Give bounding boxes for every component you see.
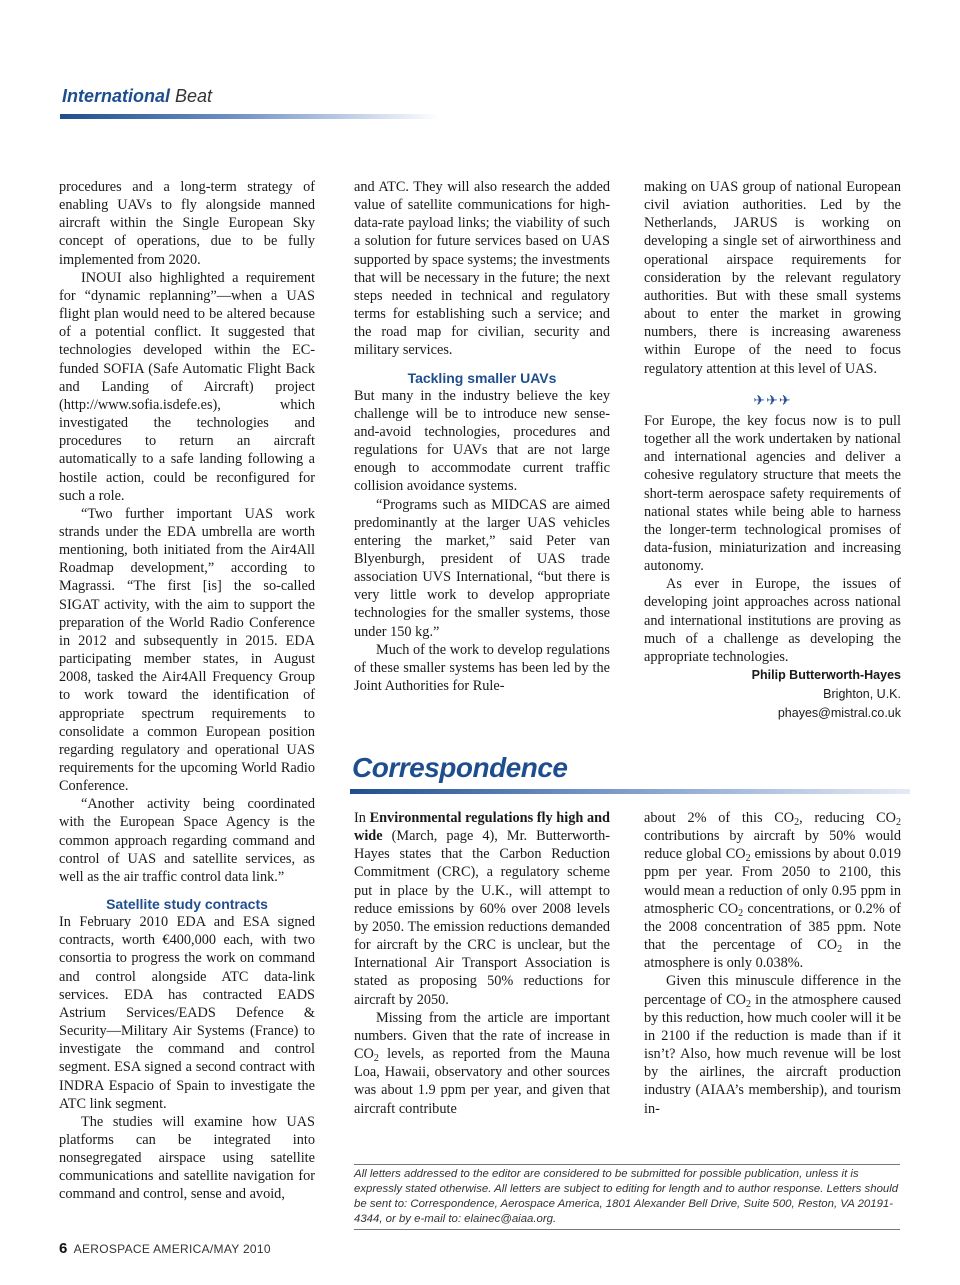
paragraph: In Environmental regulations fly high and wide (March, page 4), Mr. Butterworth-Hayes states that the Carbon Reduction Commitment (CRC), a regulatory scheme put in place by the U.K., will attempt to reduce emissions by 60% over 2008 levels by 2050. The emission reductions demanded for aircraft by the CRC is unclear, but the International Air Transport Association is stated as proposing 50% reductions for aircraft by 2050. <box>354 810 611 1008</box>
paragraph: In February 2010 EDA and ESA signed contracts, worth €400,000 each, with two consortia to progress the work on command and control alongside ATC data-link services. EDA has contracted EADS Astrium Services/EADS Defence & Security—Military Air Systems (France) to investigate the command and control segment. ESA signed a second contract with INDRA Espacio of Spain to investigate the ATC link segment. <box>59 914 315 1112</box>
correspondence-rule <box>350 789 910 794</box>
article-column-1 <box>59 178 315 1204</box>
paragraph: making on UAS group of national European civil aviation authorities. Led by the Netherlands, JARUS is working on developing a single set of airworthiness and operational airspace requirements for consideration by the relevant regulatory authorities. But with these small systems about to enter the market in growing numbers, there is increasing awareness within Europe of the need to focus regulatory attention at this level of UAS. <box>644 179 901 377</box>
article-column-2 <box>354 178 610 695</box>
paragraph: procedures and a long-term strategy of enabling UAVs to fly alongside manned aircraft within the Single European Sky concept of operations, due to be fully implemented from 2020. <box>59 179 315 268</box>
paragraph: about 2% of this $CO_2$, reducing $CO_2$ contributions by aircraft by 50% would reduce global $CO_2$ emissions by about 0.019 ppm per year. From 2050 to 2100, this would mean a reduction of only 0.95 ppm in atmospheric $CO_2$ concentrations, or 0.2% of the 2008 concentration of 385 ppm. Note that the percentage of $CO_2$ in the atmosphere is only 0.038%. <box>644 810 901 972</box>
letter-column-1 <box>354 809 610 1118</box>
section-title-bold: International <box>62 86 171 106</box>
paragraph: But many in the industry believe the key challenge will be to introduce new sense-and-avoid technologies, procedures and regulations for UAVs that are not large enough to accommodate current traffic collision avoidance systems. <box>354 387 610 495</box>
publication-name: AEROSPACE AMERICA/MAY 2010 <box>73 1242 271 1256</box>
page-footer <box>59 1240 271 1257</box>
author-location: Brighton, U.K. <box>823 687 901 702</box>
paragraph: Much of the work to develop regulations of these smaller systems has been led by the Joint Authorities for Rule- <box>354 641 610 695</box>
paragraph: As ever in Europe, the issues of developing joint approaches across national and international institutions are proving as much of a challenge as developing the appropriate technologies. <box>644 576 901 665</box>
correspondence-title: Correspondence <box>352 752 568 783</box>
section-header <box>62 86 212 107</box>
letter-column-2 <box>644 809 901 1118</box>
paragraph: INOUI also highlighted a requirement for “dynamic replanning”—when a UAS flight plan would need to be altered because of a potential conflict. It suggested that technologies developed within the EC-funded SOFIA (Safe Automatic Flight Back and Landing of Aircraft) project (http://www.sofia.isdefe.es), which investigated the technologies and procedures to return an aircraft automatically to a safe landing following a hostile action, could be reconfigured for such a role. <box>59 269 315 504</box>
header-rule <box>60 114 440 119</box>
paragraph: “Another activity being coordinated with the European Space Agency is the common approach regarding command and control of UAS and satellite services, as well as the air traffic control data link.” <box>59 796 315 885</box>
paragraph: “Two further important UAS work strands under the EDA umbrella are worth mentioning, both initiated from the Air4All Roadmap development,” according to Magrassi. “The first [is] the so-called SIGAT activity, with the aim to support the preparation of the World Radio Conference in 2012 and subsequently in 2015. EDA participating member states, in August 2008, tasked the Air4All Frequency Group to work toward the identification of appropriate spectrum requirements to consolidate a common European position regarding regulatory and operational UAS requirements for the upcoming World Radio Conference. <box>59 505 315 795</box>
letters-notice: All letters addressed to the editor are considered to be submitted for possible publication, unless it is expressly stated otherwise. All letters are subject to editing for length and to author response. Letters should be sent to: Correspondence, Aerospace America, 1801 Alexander Bell Drive, Suite 500, Reston, VA 20191-4344, or by e-mail to: elainec@aiaa.org. <box>354 1164 900 1230</box>
page-number: 6 <box>59 1240 68 1257</box>
section-title-light: Beat <box>175 86 213 106</box>
paragraph: “Programs such as MIDCAS are aimed predominantly at the larger UAS vehicles entering the market,” said Peter van Blyenburgh, president of UAS trade association UVS International, “but there is very little work to develop appropriate technologies for the smaller systems, those under 150 kg.” <box>354 496 610 640</box>
paragraph: For Europe, the key focus now is to pull together all the work undertaken by national and international agencies and deliver a cohesive regulatory structure that meets the short-term aerospace safety requirements of national states while being able to harness the longer-term technological promises of data-fusion, miniaturization and increasing autonomy. <box>644 412 901 575</box>
article-column-3 <box>644 178 901 723</box>
paragraph: Given this minuscule difference in the percentage of $CO_2$ in the atmosphere caused by this reduction, how much cooler will it be in 2100 if the reduction is made than if it isn’t? Also, how much revenue will be lost by the airlines, the aircraft production industry (AIAA’s membership), and tourism in- <box>644 973 902 1117</box>
section-divider-icon: ✈✈✈ <box>753 392 792 409</box>
subheading-tackling-smaller-uavs: Tackling smaller UAVs <box>407 369 557 386</box>
author-email[interactable]: phayes@mistral.co.uk <box>777 706 901 721</box>
author-signature <box>644 666 901 723</box>
article-reference: Environmental regulations fly high and wide <box>354 810 611 845</box>
paragraph: Missing from the article are important numbers. Given that the rate of increase in $CO_2$ levels, as reported from the Mauna Loa, Hawaii, observatory and other sources was about 1.9 ppm per year, and given that aircraft contribute <box>354 1009 610 1117</box>
author-name: Philip Butterworth-Hayes <box>751 668 901 683</box>
subheading-satellite-study: Satellite study contracts <box>106 896 268 913</box>
paragraph: and ATC. They will also research the added value of satellite communications for high-data-rate payload links; the viability of such a solution for future services based on UAS supported by space systems; the investments that will be necessary in the future; the next steps needed in technical and regulatory terms for establishing such a service; and the road map for civilian, security and military services. <box>354 179 610 359</box>
paragraph: The studies will examine how UAS platforms can be integrated into nonsegregated airspace using satellite communications and satellite navigation for command and control, sense and avoid, <box>59 1113 315 1203</box>
